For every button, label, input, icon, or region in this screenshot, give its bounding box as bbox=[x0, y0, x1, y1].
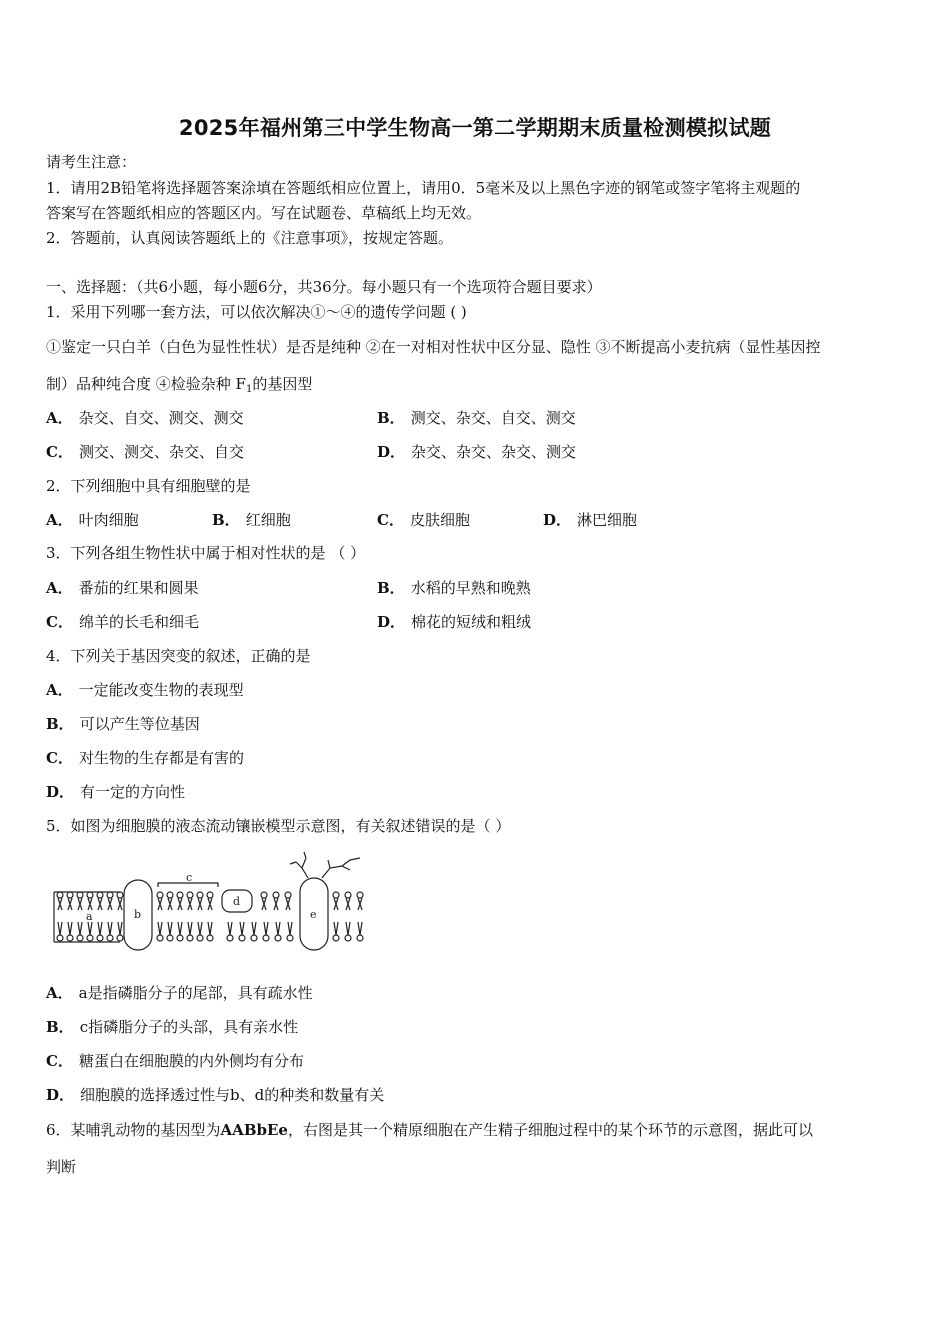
q1-stem: 1．采用下列哪一套方法，可以依次解决①～④的遗传学问题 ( ) bbox=[46, 303, 467, 321]
phospholipid-row-top-middle bbox=[157, 892, 213, 910]
option-text: 番茄的红果和圆果 bbox=[78, 579, 199, 597]
option-key: D． bbox=[46, 783, 75, 801]
q3-option-a[interactable] bbox=[46, 578, 199, 598]
q6-stem-line2: 判断 bbox=[46, 1158, 77, 1176]
option-text: 测交、测交、杂交、自交 bbox=[78, 443, 244, 461]
option-text: c指磷脂分子的头部，具有亲水性 bbox=[79, 1018, 299, 1036]
label-d: d bbox=[233, 895, 241, 908]
option-text: 杂交、杂交、杂交、测交 bbox=[411, 443, 577, 461]
option-text: 对生物的生存都是有害的 bbox=[78, 749, 244, 767]
option-text: 淋巴细胞 bbox=[577, 511, 638, 529]
q1-body-line2-post: 的基因型 bbox=[252, 375, 313, 393]
q1-body-line2-sub: 1 bbox=[245, 384, 253, 395]
q3-stem: 3．下列各组生物性状中属于相对性状的是 （ ） bbox=[46, 544, 366, 562]
q4-stem: 4．下列关于基因突变的叙述，正确的是 bbox=[46, 647, 311, 665]
label-e: e bbox=[310, 908, 317, 921]
option-key: D． bbox=[543, 511, 572, 529]
option-key: D． bbox=[377, 443, 406, 461]
q6-stem bbox=[46, 1120, 813, 1140]
option-key: D． bbox=[377, 613, 406, 631]
option-key: C． bbox=[377, 511, 404, 529]
membrane-svg bbox=[50, 850, 380, 960]
option-text: a是指磷脂分子的尾部，具有疏水性 bbox=[78, 984, 313, 1002]
q1-option-b[interactable] bbox=[377, 408, 576, 428]
label-b: b bbox=[134, 908, 142, 921]
option-key: A． bbox=[46, 409, 73, 427]
notice-item-2: 2．答题前，认真阅读答题纸上的《注意事项》，按规定答题。 bbox=[46, 229, 454, 247]
option-text: 红细胞 bbox=[245, 511, 291, 529]
q5-option-c[interactable] bbox=[46, 1051, 304, 1071]
q5-option-d[interactable] bbox=[46, 1085, 384, 1105]
option-text: 杂交、自交、测交、测交 bbox=[78, 409, 244, 427]
q2-option-a[interactable] bbox=[46, 510, 139, 530]
q4-option-a[interactable] bbox=[46, 680, 244, 700]
phospholipid-row-right-2 bbox=[333, 892, 363, 941]
option-text: 有一定的方向性 bbox=[80, 783, 186, 801]
option-text: 细胞膜的选择透过性与b、d的种类和数量有关 bbox=[80, 1086, 385, 1104]
q3-option-d[interactable] bbox=[377, 612, 531, 632]
option-key: B． bbox=[212, 511, 240, 529]
notice-heading: 请考生注意： bbox=[46, 153, 137, 171]
phospholipid-row-top-left bbox=[57, 892, 123, 910]
q6-stem-pre: 6．某哺乳动物的基因型为 bbox=[46, 1121, 221, 1139]
option-text: 棉花的短绒和粗绒 bbox=[411, 613, 532, 631]
option-key: C． bbox=[46, 613, 73, 631]
option-key: C． bbox=[46, 749, 73, 767]
option-text: 可以产生等位基因 bbox=[79, 715, 200, 733]
q2-option-d[interactable] bbox=[543, 510, 637, 530]
q4-option-c[interactable] bbox=[46, 748, 244, 768]
q5-option-b[interactable] bbox=[46, 1017, 298, 1037]
q3-option-c[interactable] bbox=[46, 612, 199, 632]
option-key: B． bbox=[377, 579, 405, 597]
glycan-chain-left bbox=[290, 852, 308, 878]
option-key: C． bbox=[46, 1052, 73, 1070]
q1-body-line1: ①鉴定一只白羊（白色为显性性状）是否是纯种 ②在一对相对性状中区分显、隐性 ③不断提高小麦抗病（显性基因控 bbox=[46, 338, 821, 356]
q5-option-a[interactable] bbox=[46, 983, 313, 1003]
phospholipid-row-bottom-middle bbox=[157, 922, 213, 941]
q5-stem: 5．如图为细胞膜的液态流动镶嵌模型示意图，有关叙述错误的是（ ） bbox=[46, 817, 511, 835]
q1-body-line2 bbox=[46, 374, 312, 400]
q1-option-c[interactable] bbox=[46, 442, 244, 462]
q6-genotype: AABbEe bbox=[220, 1121, 288, 1139]
phospholipid-row-bottom-left bbox=[57, 922, 123, 941]
q4-option-d[interactable] bbox=[46, 782, 185, 802]
option-key: B． bbox=[46, 715, 74, 733]
q1-body-line2-pre: 制）品种纯合度 ④检验杂种 F bbox=[46, 375, 246, 393]
q2-stem: 2．下列细胞中具有细胞壁的是 bbox=[46, 477, 251, 495]
option-key: A． bbox=[46, 681, 73, 699]
phospholipid-row-bottom-d bbox=[227, 922, 257, 941]
option-key: A． bbox=[46, 579, 73, 597]
phospholipid-row-right-1 bbox=[261, 892, 293, 941]
option-key: B． bbox=[377, 409, 405, 427]
option-text: 叶肉细胞 bbox=[78, 511, 139, 529]
option-text: 一定能改变生物的表现型 bbox=[78, 681, 244, 699]
cell-membrane-diagram bbox=[50, 850, 380, 960]
q4-option-b[interactable] bbox=[46, 714, 200, 734]
option-key: C． bbox=[46, 443, 73, 461]
q1-option-d[interactable] bbox=[377, 442, 576, 462]
option-text: 皮肤细胞 bbox=[409, 511, 470, 529]
label-c: c bbox=[186, 871, 193, 884]
glycan-chain-right bbox=[322, 858, 360, 878]
section-heading: 一、选择题：（共6小题，每小题6分，共36分。每小题只有一个选项符合题目要求） bbox=[46, 278, 602, 296]
option-text: 测交、杂交、自交、测交 bbox=[410, 409, 576, 427]
option-text: 糖蛋白在细胞膜的内外侧均有分布 bbox=[78, 1052, 304, 1070]
q3-option-b[interactable] bbox=[377, 578, 531, 598]
q1-option-a[interactable] bbox=[46, 408, 244, 428]
option-key: B． bbox=[46, 1018, 74, 1036]
notice-item-1-cont: 答案写在答题纸相应的答题区内。写在试题卷、草稿纸上均无效。 bbox=[46, 204, 482, 222]
option-key: A． bbox=[46, 511, 73, 529]
label-a: a bbox=[86, 910, 93, 923]
notice-item-1: 1．请用2B铅笔将选择题答案涂填在答题纸相应位置上，请用0．5毫米及以上黑色字迹的钢笔或签字笔将主观题的 bbox=[46, 179, 801, 197]
q6-stem-post: ，右图是其一个精原细胞在产生精子细胞过程中的某个环节的示意图，据此可以 bbox=[287, 1121, 813, 1139]
option-text: 绵羊的长毛和细毛 bbox=[78, 613, 199, 631]
exam-title: 2025年福州第三中学生物高一第二学期期末质量检测模拟试题 bbox=[178, 116, 772, 140]
q2-option-c[interactable] bbox=[377, 510, 470, 530]
option-key: A． bbox=[46, 984, 73, 1002]
option-text: 水稻的早熟和晚熟 bbox=[410, 579, 531, 597]
option-key: D． bbox=[46, 1086, 75, 1104]
q2-option-b[interactable] bbox=[212, 510, 291, 530]
